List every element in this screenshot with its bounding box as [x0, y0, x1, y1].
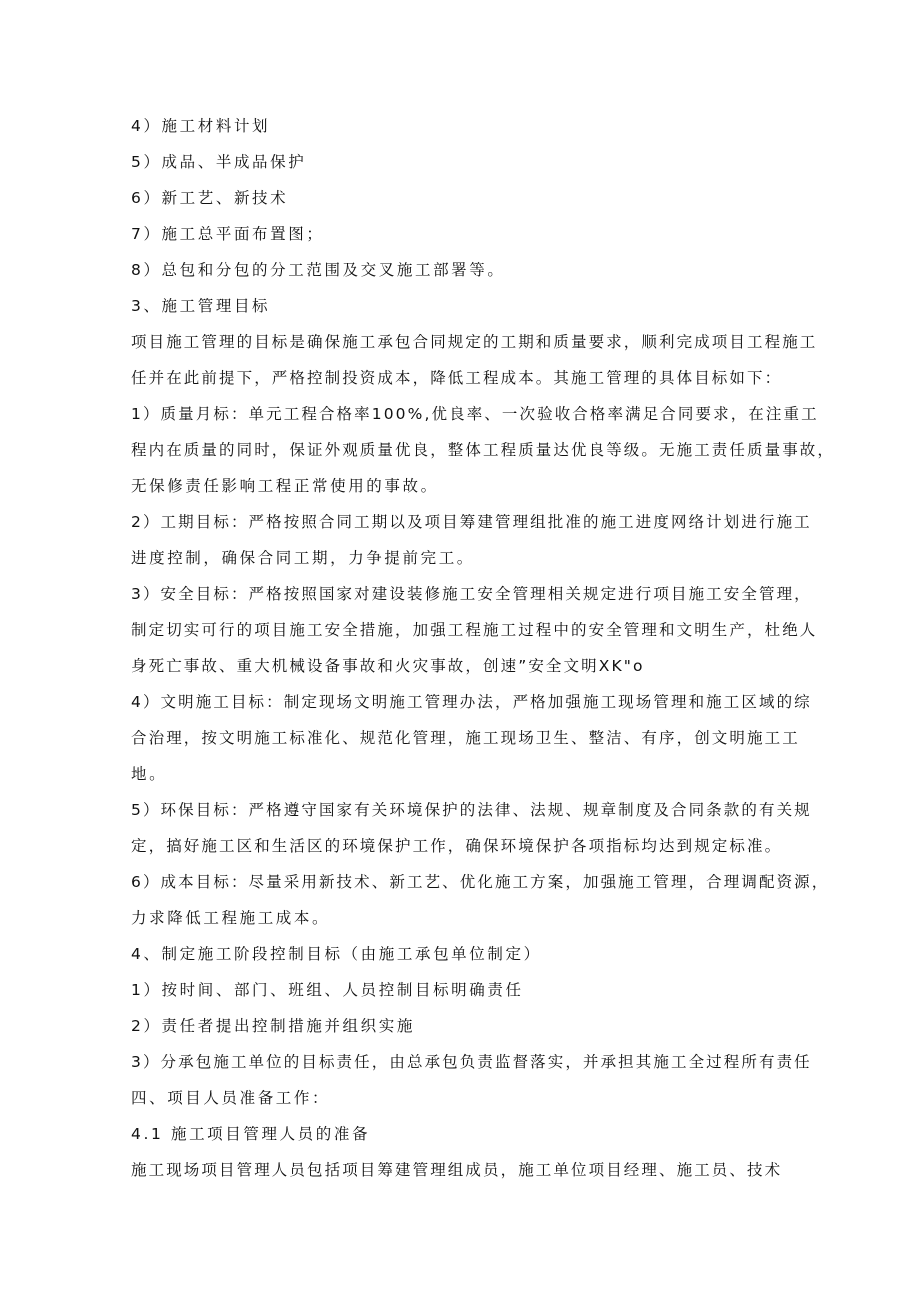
text-line: 任并在此前提下，严格控制投资成本，降低工程成本。其施工管理的具体目标如下： — [131, 369, 783, 387]
subsection-heading: 4.1 施工项目管理人员的准备 — [131, 1125, 371, 1143]
text-line: 施工现场项目管理人员包括项目筹建管理组成员，施工单位项目经理、施工员、技术 — [131, 1161, 783, 1179]
text-line: 定，搞好施工区和生活区的环境保护工作，确保环境保护各项指标均达到规定标准。 — [131, 837, 783, 855]
text-line: 6）新工艺、新技术 — [131, 189, 289, 207]
text-line: 项目施工管理的目标是确保施工承包合同规定的工期和质量要求，顺利完成项目工程施工 — [131, 333, 818, 351]
section-heading: 4、制定施工阶段控制目标（由施工承包单位制定） — [131, 945, 542, 963]
text-line: 3）分承包施工单位的目标责任，由总承包负责监督落实，并承担其施工全过程所有责任 — [131, 1053, 812, 1071]
section-heading: 3、施工管理目标 — [131, 297, 271, 315]
text-line: 2）工期目标：严格按照合同工期以及项目筹建管理组批准的施工进度网络计划进行施工 — [131, 513, 812, 531]
text-line: 合治理，按文明施工标准化、规范化管理，施工现场卫生、整洁、有序，创文明施工工 — [131, 729, 800, 747]
text-line: 2）责任者提出控制措施并组织实施 — [131, 1017, 415, 1035]
text-line: 3）安全目标：严格按照国家对建设装修施工安全管理相关规定进行项目施工安全管理， — [131, 585, 812, 603]
text-line: 6）成本目标：尽量采用新技术、新工艺、优化施工方案，加强施工管理，合理调配资源， — [131, 873, 830, 891]
text-line: 5）环保目标：严格遵守国家有关环境保护的法律、法规、规章制度及合同条款的有关规 — [131, 801, 812, 819]
text-line: 4）文明施工目标：制定现场文明施工管理办法，严格加强施工现场管理和施工区域的综 — [131, 693, 812, 711]
section-heading: 四、项目人员准备工作： — [131, 1089, 331, 1107]
text-line: 4）施工材料计划 — [131, 117, 271, 135]
text-line: 地。 — [131, 765, 168, 783]
text-line: 程内在质量的同时，保证外观质量优良，整体工程质量达优良等级。无施工责任质量事故， — [131, 441, 836, 459]
text-line: 制定切实可行的项目施工安全措施，加强工程施工过程中的安全管理和文明生产，杜绝人 — [131, 621, 818, 639]
text-line: 5）成品、半成品保护 — [131, 153, 307, 171]
text-line: 1）按时间、部门、班组、人员控制目标明确责任 — [131, 981, 524, 999]
text-line: 力求降低工程施工成本。 — [131, 909, 331, 927]
text-line: 身死亡事故、重大机械设备事故和火灾事故，创速”安全文明XK"o — [131, 657, 645, 675]
text-line: 7）施工总平面布置图； — [131, 225, 325, 243]
text-line: 8）总包和分包的分工范围及交叉施工部署等。 — [131, 261, 506, 279]
text-line: 进度控制，确保合同工期，力争提前完工。 — [131, 549, 475, 567]
text-line: 1）质量月标：单元工程合格率100%,优良率、一次验收合格率满足合同要求，在注重工 — [131, 405, 819, 423]
text-line: 无保修责任影响工程正常使用的事故。 — [131, 477, 439, 495]
